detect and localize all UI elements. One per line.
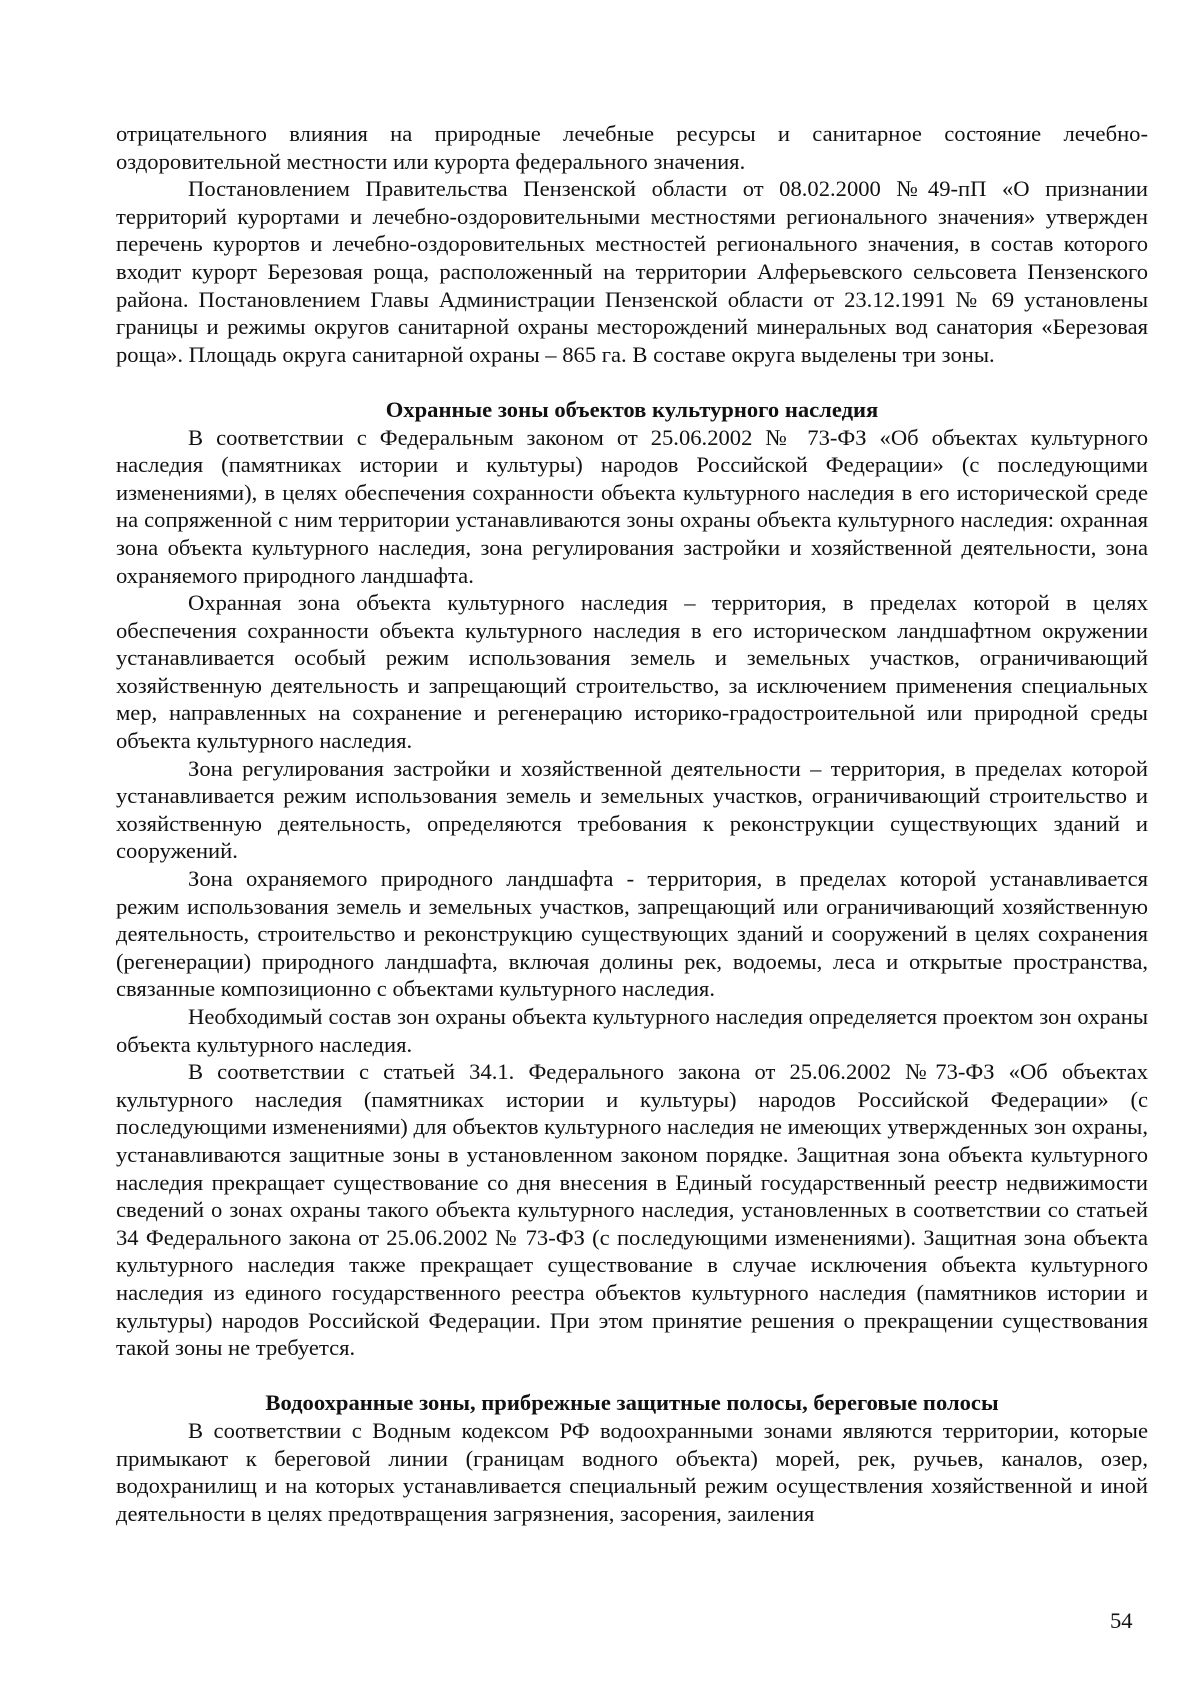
paragraph-landscape-zone: Зона охраняемого природного ландшафта - территория, в пределах которой устанавливается режим использования земель и земельных участков, запрещающий или ограничивающий хозяйственную деятельность, строительство и реконструкцию существующих зданий и сооружений в целях сохранения (регенерации) природного ландшафта, включая долины рек, водоемы, леса и открытые пространства, связанные композиционно с объектами культурного наследия. bbox=[116, 866, 1148, 1002]
paragraph-resolution-resorts: Постановлением Правительства Пензенской области от 08.02.2000 №49-пП «О признании территорий курортами и лечебно-оздоровительными местностями регионального значения» утвержден перечень курортов и лечебно-оздоровительных местностей регионального значения, в состав которого входит курорт Березовая роща, расположенный на территории Алферьевского сельсовета Пензенского района. Постановлением Главы Администрации Пензенской области от 23.12.1991 № 69 установлены границы и режимы округов санитарной охраны месторождений минеральных вод санатория «Березовая роща». Площадь округа санитарной охраны – 865 га. В составе округа выделены три зоны. bbox=[116, 176, 1148, 367]
paragraph-protective-zones: В соответствии с статьей 34.1. Федерального закона от 25.06.2002 №73-ФЗ «Об объектах культурного наследия (памятниках истории и культуры) народов Российской Федерации» (с последующими изменениями) для объектов культурного наследия не имеющих утвержденных зон охраны, устанавливаются защитные зоны в установленном законом порядке. Защитная зона объекта культурного наследия прекращает существование со дня внесения в Единый государственный реестр недвижимости сведений о зонах охраны такого объекта культурного наследия, установленных в соответствии со статьей 34 Федерального закона от 25.06.2002 № 73-ФЗ (с последующими изменениями). Защитная зона объекта культурного наследия также прекращает существование в случае исключения объекта культурного наследия из единого государственного реестра объектов культурного наследия (памятников истории и культуры) народов Российской Федерации. При этом принятие решения о прекращении существования такой зоны не требуется. bbox=[116, 1059, 1148, 1361]
section-heading-water-protection: Водоохранные зоны, прибрежные защитные полосы, береговые полосы bbox=[265, 1390, 999, 1416]
paragraph-cultural-law: В соответствии с Федеральным законом от 25.06.2002 № 73-ФЗ «Об объектах культурного наследия (памятниках истории и культуры) народов Российской Федерации» (с последующими изменениями), в целях обеспечения сохранности объекта культурного наследия в его исторической среде на сопряженной с ним территории устанавливаются зоны охраны объекта культурного наследия: охранная зона объекта культурного наследия, зона регулирования застройки и хозяйственной деятельности, зона охраняемого природного ландшафта. bbox=[116, 424, 1148, 588]
paragraph-protection-zone: Охранная зона объекта культурного наследия – территория, в пределах которой в целях обеспечения сохранности объекта культурного наследия в его историческом ландшафтном окружении устанавливается особый режим использования земель и земельных участков, ограничивающий хозяйственную деятельность и запрещающий строительство, за исключением применения специальных мер, направленных на сохранение и регенерацию историко-градостроительной или природной среды объекта культурного наследия. bbox=[116, 590, 1148, 754]
paragraph-regulation-zone: Зона регулирования застройки и хозяйственной деятельности – территория, в пределах которой устанавливается режим использования земель и земельных участков, ограничивающий строительство и хозяйственную деятельность, определяются требования к реконструкции существующих зданий и сооружений. bbox=[116, 755, 1148, 864]
paragraph-water-code: В соответствии с Водным кодексом РФ водоохранными зонами являются территории, которые примыкают к береговой линии (границам водного объекта) морей, рек, ручьев, каналов, озер, водохранилищ и на которых устанавливается специальный режим осуществления хозяйственной и иной деятельности в целях предотвращения загрязнения, засорения, заиления bbox=[116, 1417, 1148, 1526]
section-heading-cultural-heritage: Охранные зоны объектов культурного наследия bbox=[385, 396, 879, 422]
page-number: 54 bbox=[1110, 1608, 1133, 1633]
section-gap bbox=[116, 1362, 1148, 1390]
document-page bbox=[116, 120, 1148, 1527]
section-gap bbox=[116, 368, 1148, 396]
paragraph-zone-composition: Необходимый состав зон охраны объекта культурного наследия определяется проектом зон охраны объекта культурного наследия. bbox=[116, 1004, 1148, 1057]
paragraph-intro-continuation: отрицательного влияния на природные лечебные ресурсы и санитарное состояние лечебно-оздоровительной местности или курорта федерального значения. bbox=[116, 121, 1148, 174]
